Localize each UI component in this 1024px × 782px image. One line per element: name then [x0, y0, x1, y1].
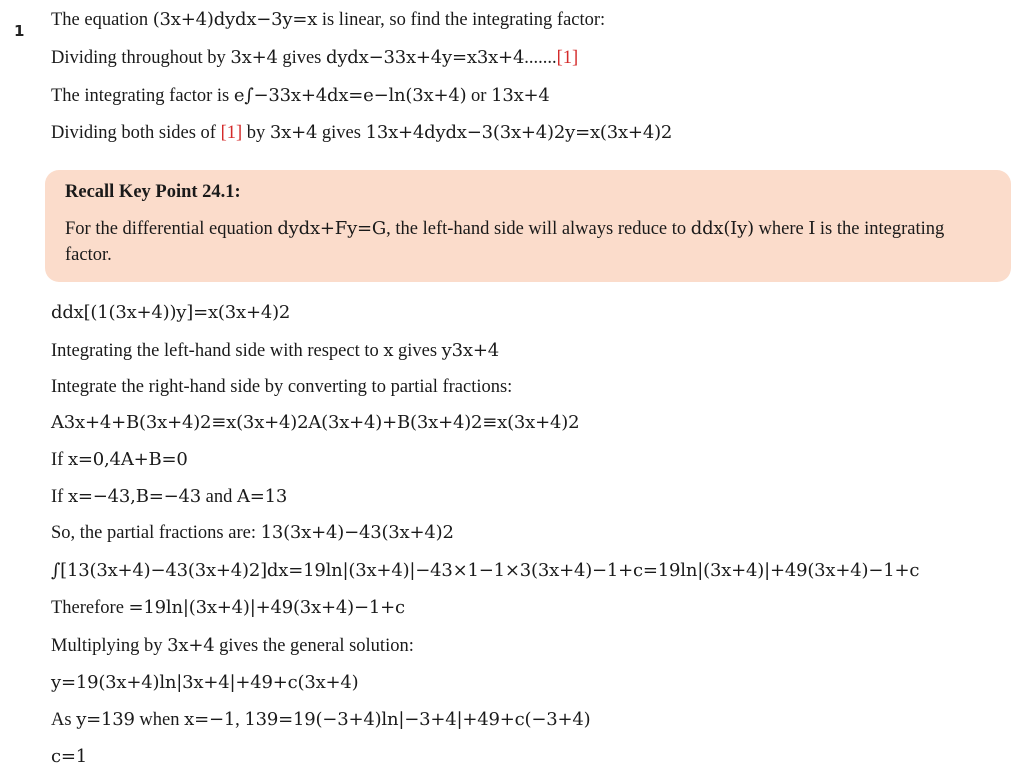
math: =19ln|(3x+4)|+49(3x+4)−1+c [128, 597, 405, 618]
text: when [134, 710, 185, 730]
step-if-x-zero [51, 447, 188, 473]
math: ddx(Iy) [690, 218, 754, 239]
math: ddx[(1(3x+4))y]=x(3x+4)2 [51, 302, 291, 323]
step-general-solution [51, 670, 359, 696]
text: where [753, 219, 809, 239]
step-partial-fractions-identity [51, 410, 579, 436]
text: gives the general solution: [214, 636, 414, 656]
equation-ref-1[interactable]: [1] [556, 48, 579, 68]
step-constant [51, 744, 87, 770]
text: Integrating the left-hand side with respect to [51, 341, 384, 361]
text: , the left-hand side will always reduce to [386, 219, 691, 239]
text: is the integrating factor. [65, 219, 945, 265]
math: dydx+Fy=G [277, 218, 387, 239]
math: y3x+4 [441, 340, 499, 361]
step-integrate-lhs [51, 338, 499, 364]
text: gives [317, 123, 366, 143]
math: x=−43,B=−43 [67, 486, 201, 507]
text: The integrating factor is [51, 86, 234, 106]
math: 13(3x+4)−43(3x+4)2 [260, 522, 454, 543]
math: 139=19(−3+4)ln|−3+4|+49+c(−3+4) [244, 709, 591, 730]
step-initial-condition [51, 707, 590, 733]
text: If [51, 487, 68, 507]
math: y=19(3x+4)ln|3x+4|+49+c(3x+4) [51, 672, 359, 693]
text: Dividing both sides of [51, 123, 221, 143]
text: If [51, 450, 68, 470]
math: (3x+4)dydx−3y=x [152, 9, 318, 30]
math: dydx−33x+4y=x3x+4 [326, 47, 525, 68]
text: For the differential equation [65, 219, 278, 239]
text: gives [277, 48, 327, 68]
text: So, the partial fractions are: [51, 523, 261, 543]
text: gives [393, 341, 442, 361]
math: 3x+4 [269, 122, 318, 143]
text: Integrate the right-hand side by converting to partial fractions: [51, 377, 513, 397]
step-partial-fractions-result [51, 520, 454, 546]
key-point-title: Recall Key Point 24.1: [65, 182, 241, 202]
math: ∫[13(3x+4)−43(3x+4)2]dx=19ln|(3x+4)|−43×1−1×3(3x+4)−1+c=19ln|(3x+4)|+49(3x+4)−1+c [51, 560, 920, 581]
text: by [242, 123, 270, 143]
step-multiplying [51, 633, 414, 659]
text: As [51, 710, 77, 730]
key-point-box [45, 170, 1011, 282]
text: Dividing throughout by [51, 48, 231, 68]
math: A=13 [236, 486, 288, 507]
text: Therefore [51, 598, 129, 618]
math: 13x+4dydx−3(3x+4)2y=x(3x+4)2 [365, 122, 673, 143]
math: I [808, 218, 816, 239]
text: ....... [524, 48, 557, 68]
math: A3x+4+B(3x+4)2≡x(3x+4)2A(3x+4)+B(3x+4)2≡x(3x+4)2 [51, 412, 580, 433]
intro-line-equation [51, 7, 605, 33]
text: Multiplying by [51, 636, 168, 656]
question-number: 1 [14, 22, 25, 40]
step-partial-fractions-intro [51, 374, 512, 400]
text: and [201, 487, 237, 507]
math: x=−1 [184, 709, 236, 730]
intro-line-dividing-both [51, 120, 672, 146]
math: c=1 [51, 746, 88, 767]
text: is linear, so find the integrating factor: [317, 10, 606, 30]
text: or [466, 86, 492, 106]
intro-line-dividing [51, 45, 578, 71]
math: 3x+4 [230, 47, 278, 68]
equation-ref-1[interactable]: [1] [220, 123, 243, 143]
step-derivative [51, 300, 290, 326]
intro-line-integrating-factor [51, 83, 550, 109]
math: x [383, 340, 394, 361]
text: , [235, 710, 245, 730]
step-therefore [51, 595, 405, 621]
step-integral [51, 558, 919, 584]
text: The equation [51, 10, 153, 30]
math: 3x+4 [167, 635, 215, 656]
math: x=0,4A+B=0 [67, 449, 188, 470]
key-point-text [65, 216, 995, 268]
math: y=139 [76, 709, 135, 730]
step-if-x-neg [51, 484, 287, 510]
math: e∫−33x+4dx=e−ln(3x+4) [233, 85, 467, 106]
math: 13x+4 [491, 85, 550, 106]
